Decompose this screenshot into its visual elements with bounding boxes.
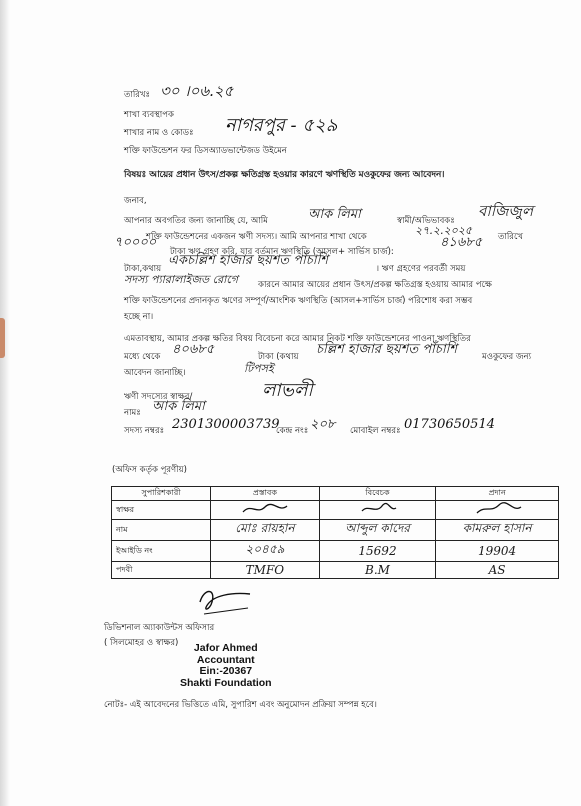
table-row [112, 501, 559, 520]
stamp-name: Jafor Ahmed [193, 642, 258, 654]
row-label-name: নাম [112, 520, 211, 541]
addressee-title: শাখা ব্যবস্থাপক [124, 110, 174, 120]
row-label-signature: স্বাক্ষর [112, 501, 211, 520]
table-cell: আব্দুল কাদের [319, 520, 435, 541]
mobile-number-value: 01730650514 [404, 417, 495, 432]
signature-cell [436, 501, 559, 520]
table-cell: TMFO [211, 562, 320, 579]
table-row [112, 520, 559, 541]
outstanding-balance-hand: ৪১৬৮৫ [440, 235, 483, 250]
body-line-4b: । ঋণ গ্রহণের পরবর্তী সময় [376, 264, 466, 274]
loan-amount-hand: ৭০০০০ [114, 235, 157, 250]
scan-edge-mark [0, 318, 5, 358]
date-label: তারিখঃ [124, 90, 151, 100]
stamp-title: Accountant [196, 653, 255, 666]
body-line-4a: টাকা,কথায় [124, 264, 162, 274]
header-cell-reviewer: বিবেচক [319, 487, 435, 501]
subject-line: বিষয়ঃ আয়ের প্রধান উৎস/প্রকল্প ক্ষতিগ্রস্ত হওয়ার কারণে ঋণস্থিতি মওকুফের জন্য আবেদন। [124, 170, 445, 180]
signature-scribble-icon [235, 501, 295, 516]
applicant-name-label: নামঃ [124, 408, 141, 418]
signature-scribble-icon [467, 501, 527, 516]
salutation: জনাব, [124, 196, 147, 206]
row-label-designation: পদবী [112, 562, 211, 579]
branch-label: শাখার নাম ও কোডঃ [124, 128, 194, 138]
body-line-3a: টাকা ঋণ গ্রহণ করি, যার বর্তমান ঋণস্থিতি (আসল+ সার্ভিস চার্জ): [170, 247, 394, 257]
body-p2-line-2a: মধ্যে থেকে [124, 352, 161, 362]
table-cell: 19904 [436, 541, 559, 562]
body-line-6: শক্তি ফাউন্ডেশনের প্রদানকৃত ঋণের সম্পূর্ণ/আংশিক ঋণস্থিতি (আসল+সার্ভিস চার্জ) পরিশোধ করা সম্ভব [124, 296, 473, 306]
applicant-name-value: আক লিমা [152, 399, 205, 414]
body-line-7: হচ্ছে না। [124, 312, 154, 322]
body-p2-line-1: এমতাবস্থায়, আমার প্রকল্প ক্ষতির বিষয় বিবেচনা করে আমার নিকট শক্তি ফাউন্ডেশনের পাওনা ঋণস্থিতির [124, 334, 471, 344]
body-line-5a: কারনে আমার আয়ের প্রধান উৎস/প্রকল্প ক্ষতিগ্রস্ত হওয়ায় আমার পক্ষে [258, 280, 492, 290]
table-cell: AS [436, 562, 559, 579]
applicant-signature-hand: লাভলী [262, 380, 313, 401]
authorization-table [111, 486, 559, 579]
applicant-thumb-note-hand: টিপসই [244, 362, 274, 375]
branch-value: নাগরপুর - ৫২৯ [225, 115, 338, 136]
body-p2-line-2c: মওকুফের জন্য [482, 352, 532, 362]
waiver-words-hand: চল্লিশ হাজার ছয়শত পাঁচাশি [316, 342, 457, 357]
table-cell: 15692 [319, 541, 435, 562]
body-p2-line-3: আবেদন জানাচ্ছি। [124, 368, 186, 378]
row-label-eid: ইআইডি নং [112, 541, 211, 562]
applicant-name-hand: আক লিমা [308, 207, 361, 222]
body-line-1b: স্বামী/অভিভাবকঃ [397, 216, 455, 226]
table-cell: কামরুল হাসান [436, 520, 559, 541]
table-row [112, 562, 559, 579]
table-cell: B.M [319, 562, 435, 579]
accountant-stamp [180, 643, 272, 689]
scan-edge-shadow [0, 0, 10, 806]
member-number-value: 2301300003739 [172, 417, 280, 432]
header-cell-approver: প্রদান [436, 487, 559, 501]
header-cell-proposer: প্রস্তাবক [211, 487, 320, 501]
accountant-title: ডিভিশনাল অ্যাকাউন্টস অফিসার [104, 623, 215, 633]
table-row [112, 541, 559, 562]
body-p2-line-2b: টাকা (কথায় [258, 352, 299, 362]
guardian-name-hand: বাজিজুল [478, 202, 534, 220]
mobile-number-label: মোবাইল নম্বরঃ [350, 426, 401, 436]
footer-note: নোটঃ- এই আবেদনের ভিত্তিতে এমি, সুপারিশ এবং অনুমোদন প্রক্রিয়া সম্পন্ন হবে। [104, 700, 377, 710]
accountant-seal-note: ( সিলমোহর ও স্বাক্ষর) [104, 638, 179, 648]
center-number-value: ২০৮ [310, 417, 336, 432]
center-number-label: কেন্দ্র নংঃ [276, 426, 309, 436]
body-line-2b: তারিখে [498, 232, 523, 242]
balance-words-hand: একচল্লিশ হাজার ছয়শত পাঁচাশি [168, 253, 328, 268]
member-number-label: সদস্য নম্বরঃ [124, 426, 165, 436]
authorization-header-row [112, 487, 559, 501]
table-cell: মোঃ রায়হান [211, 520, 320, 541]
stamp-ein: Ein:-20367 [199, 665, 253, 677]
office-use-caption: (অফিস কর্তৃক পূরণীয়) [112, 465, 187, 475]
applicant-signature-label: ঋণী সদস্যের স্বাক্ষর/ [124, 392, 193, 402]
signature-cell [211, 501, 320, 520]
header-cell-recommender: সুপারিশকারী [112, 487, 211, 501]
body-line-1a: আপনার অবগতির জন্য জানাচ্ছি যে, আমি [124, 216, 268, 226]
loan-date-hand: ২৭.২.২০২৫ [415, 224, 473, 237]
body-line-2a: শক্তি ফাউন্ডেশনের একজন ঋণী সদস্য। আমি আপনার শাখা থেকে [146, 232, 367, 242]
organization-name: শক্তি ফাউন্ডেশন ফর ডিসঅ্যাডভান্টেজড উইমেন [124, 146, 287, 156]
date-value: ৩০ ।০৬.২৫ [160, 82, 234, 100]
signature-cell [319, 501, 435, 520]
signature-scribble-icon [348, 501, 408, 516]
accountant-signature-icon [190, 582, 260, 622]
loss-cause-hand: সদস্য প্যারালাইজড রোগে [124, 273, 238, 286]
table-cell: ২০৪৫৯ [211, 541, 320, 562]
waiver-amount-hand: ৪০৬৮৫ [172, 342, 215, 357]
stamp-org: Shakti Foundation [180, 676, 272, 689]
